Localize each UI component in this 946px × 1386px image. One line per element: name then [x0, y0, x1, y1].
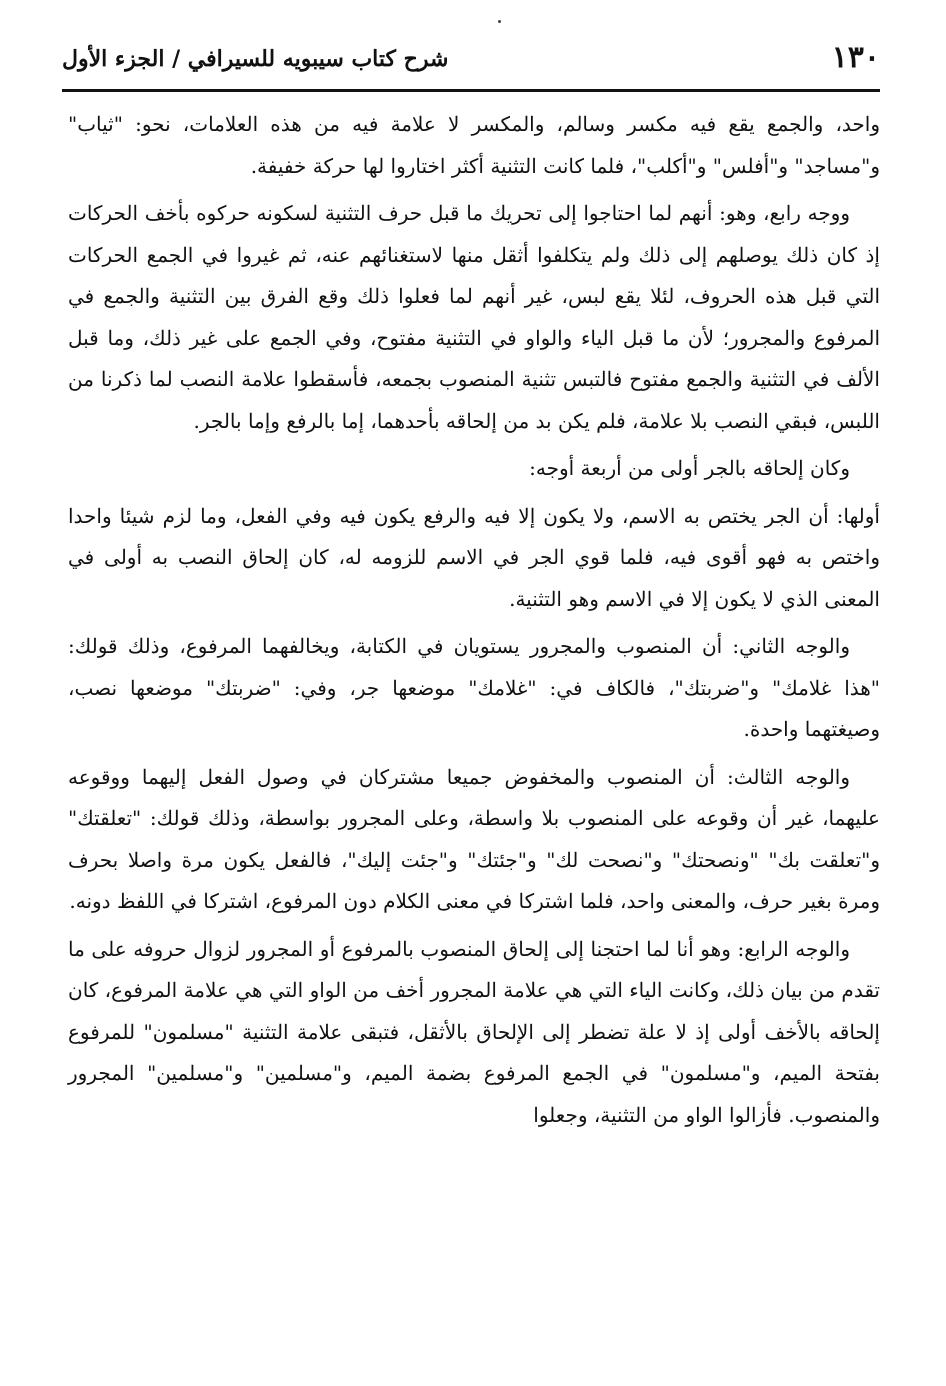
body-text [68, 104, 880, 1142]
paragraph: وكان إلحاقه بالجر أولى من أربعة أوجه: [529, 456, 850, 480]
header-rule [62, 89, 880, 92]
paragraph: والوجه الثاني: أن المنصوب والمجرور يستويان في الكتابة، ويخالفهما المرفوع، وذلك قولك: "هذا غلامك" و"ضربتك"، فالكاف في: "غلامك" موضعها جر، وفي: "ضربتك" موضعها نصب، وصيغتهما واحدة. [68, 634, 880, 741]
page-number: ١٣٠ [831, 40, 880, 75]
paragraph: والوجه الرابع: وهو أنا لما احتجنا إلى إلحاق المنصوب بالمرفوع أو المجرور لزوال حروفه على ما تقدم من بيان ذلك، وكانت الياء التي هي علامة المجرور أخف من الواو التي هي علامة المرفوع، كان إلحاقه بالأخف أولى إذ لا علة تضطر إلى الإلحاق بالأثقل، فتبقى علامة التثنية "مسلمون" للمرفوع بفتحة الميم، و"مسلمون" في الجمع المرفوع بضمة الميم، و"مسلمين" و"مسلمين" المجرور والمنصوب. فأزالوا الواو من التثنية، وجعلوا [68, 936, 880, 1127]
paragraph: والوجه الثالث: أن المنصوب والمخفوض جميعا مشتركان في وصول الفعل إليهما ووقوعه عليهما، غير أن وقوعه على المنصوب بلا واسطة، وعلى المجرور بواسطة، وذلك قولك: "تعلقتك" و"تعلقت بك" "ونصحتك" و"نصحت لك" و"جئتك" و"جئت إليك"، فالفعل يكون مرة واصلا بحرف ومرة بغير حرف، والمعنى واحد، فلما اشتركا في معنى الكلام دون المرفوع، اشتركا في اللفظ دونه. [68, 764, 880, 913]
printing-speck [498, 20, 501, 23]
paragraph: واحد، والجمع يقع فيه مكسر وسالم، والمكسر لا علامة فيه من هذه العلامات، نحو: "ثياب" و"مساجد" و"أفلس" و"أكلب"، فلما كانت التثنية أكثر اختاروا لها حركة خفيفة. [68, 112, 880, 178]
page-header [62, 36, 880, 86]
paragraph: ووجه رابع، وهو: أنهم لما احتاجوا إلى تحريك ما قبل حرف التثنية لسكونه حركوه بأخف الحركات إذ كان ذلك يوصلهم إلى ذلك ولم يتكلفوا أثقل منها لاستغنائهم عنه، ثم غيروا في الجمع الحركات التي قبل هذه الحروف، لئلا يقع لبس، غير أنهم لما فعلوا ذلك وقع الفرق بين التثنية والجمع في المرفوع والمجرور؛ لأن ما قبل الياء والواو في التثنية مفتوح، وفي الجمع على غير ذلك، وما قبل الألف في التثنية والجمع مفتوح فالتبس تثنية المنصوب بجمعه، فأسقطوا علامة النصب لما ذكرنا من اللبس، فبقي النصب بلا علامة، فلم يكن بد من إلحاقه بأحدهما، إما بالرفع وإما بالجر. [68, 201, 880, 433]
paragraph: أولها: أن الجر يختص به الاسم، ولا يكون إلا فيه والرفع يكون فيه وفي الفعل، وما لزم شيئا واحدا واختص به فهو أقوى فيه، فلما قوي الجر في الاسم للزومه له، كان إلحاق النصب به أولى في المعنى الذي لا يكون إلا في الاسم وهو التثنية. [68, 503, 880, 611]
running-title: شرح كتاب سيبويه للسيرافي / الجزء الأول [62, 46, 449, 72]
